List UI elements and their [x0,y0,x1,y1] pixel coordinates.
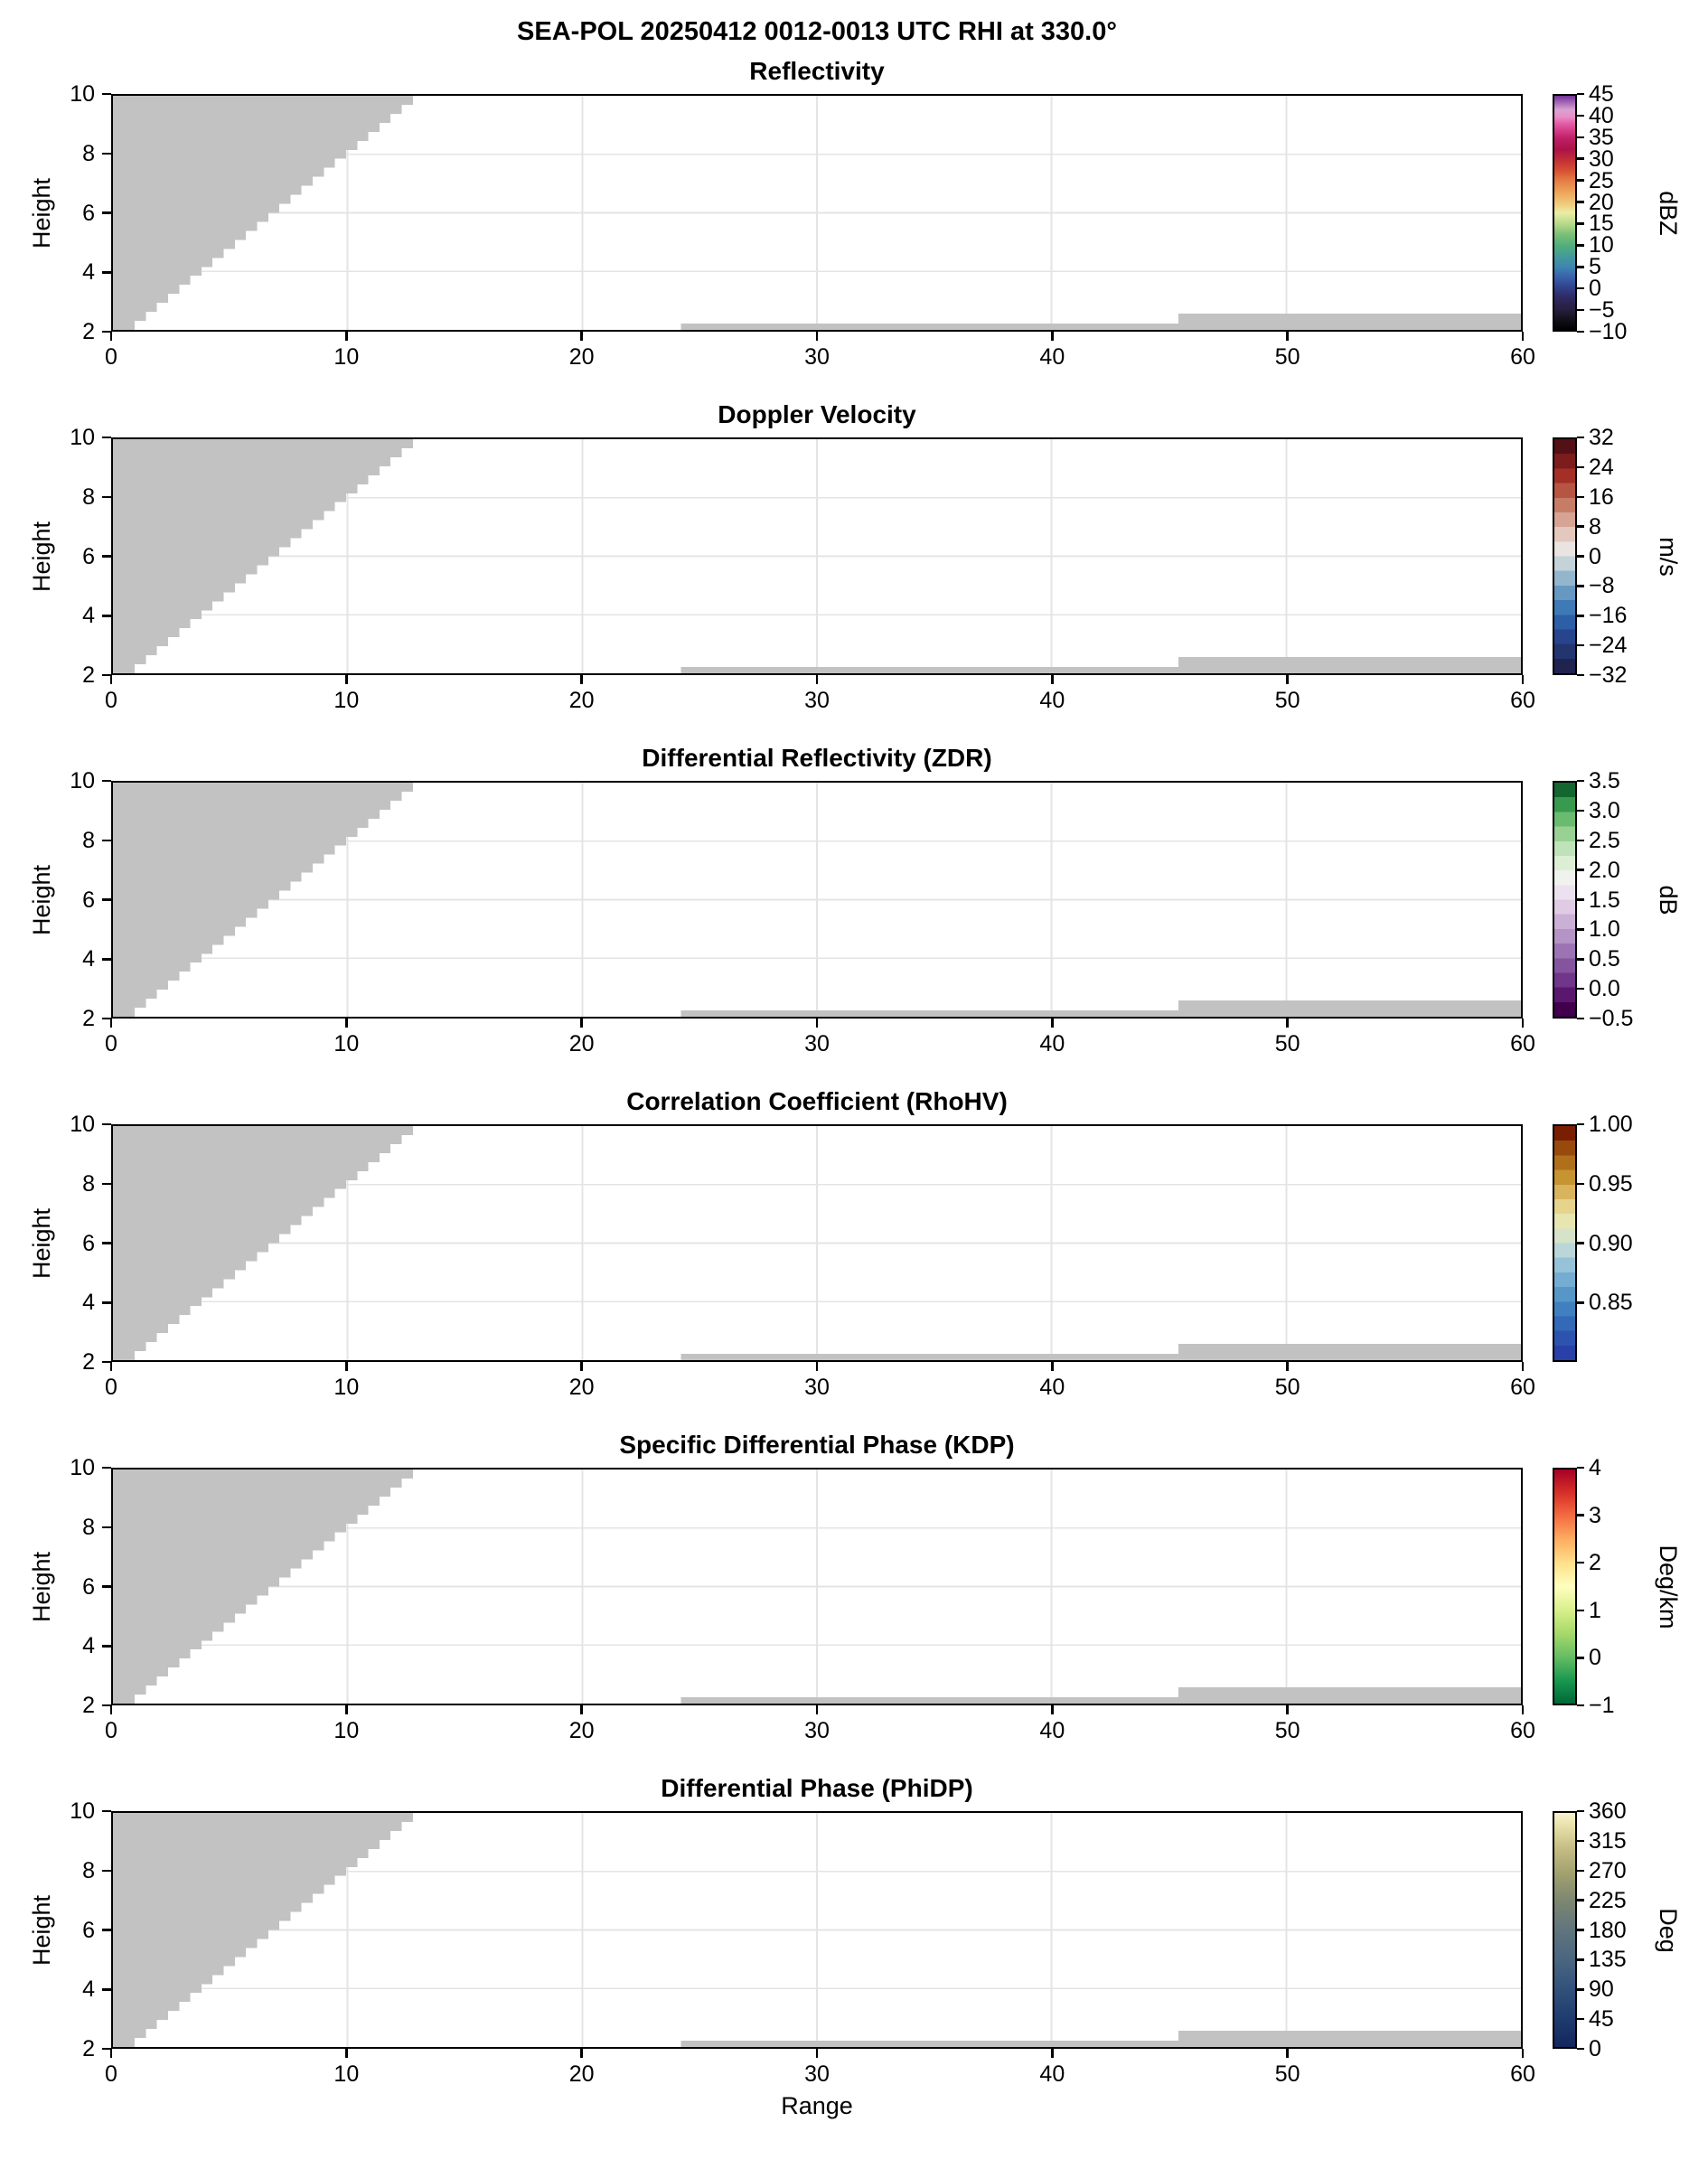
colorbar-tick-label: 24 [1589,454,1614,480]
y-tick-label: 2 [82,1693,95,1718]
y-tick-mark [102,1242,111,1244]
y-tick-label: 10 [70,81,95,107]
colorbar-tick-mark [1577,1870,1584,1873]
colorbar-tick-label: 0.85 [1589,1290,1633,1316]
masked-echo-strip [680,324,1178,330]
x-tick-mark [1522,332,1525,341]
x-tick-mark [1286,1362,1289,1371]
x-tick-mark [1286,1019,1289,1028]
x-tick-mark [1522,1019,1525,1028]
colorbar-tick-mark [1577,287,1584,290]
y-tick-label: 4 [82,1977,95,2003]
y-tick-label: 10 [70,1112,95,1137]
x-tick-mark [580,1019,583,1028]
x-tick-mark [580,2049,583,2058]
x-tick-label: 10 [333,1375,360,1400]
x-tick-mark [1051,332,1054,341]
x-tick-label: 50 [1274,1031,1300,1056]
colorbar-tick-mark [1577,810,1584,812]
y-tick-mark [102,1183,111,1186]
colorbar-tick-mark [1577,585,1584,587]
colorbar-tick-mark [1577,1562,1584,1564]
figure-title: SEA-POL 20250412 0012-0013 UTC RHI at 330.0° [517,17,1117,46]
x-tick-label: 50 [1274,1375,1300,1400]
x-tick-mark [1051,1705,1054,1714]
colorbar-tick-label: 90 [1589,1977,1614,2003]
colorbar-tick-mark [1577,898,1584,901]
colorbar-tick-label: 20 [1589,189,1614,215]
colorbar-unit-label: m/s [1655,536,1682,577]
colorbar-tick-label: 0 [1589,276,1601,302]
colorbar-tick-label: 5 [1589,254,1601,280]
colorbar-tick-label: 2.0 [1589,857,1620,883]
colorbar-tick-label: 2.5 [1589,827,1620,853]
x-tick-label: 60 [1510,344,1535,370]
colorbar-tick-label: 0.0 [1589,976,1620,1002]
colorbar-tick-label: 32 [1589,425,1614,450]
masked-echo-strip [680,1010,1178,1017]
colorbar-tick-label: 2 [1589,1550,1601,1576]
x-tick-label: 50 [1274,344,1300,370]
radar-data-canvas [113,1813,1521,2047]
colorbar-tick-mark [1577,201,1584,203]
x-tick-mark [345,2049,348,2058]
x-tick-label: 10 [333,344,360,370]
x-tick-mark [1286,2049,1289,2058]
colorbar-unit-label: Deg [1655,1907,1682,1953]
x-tick-label: 30 [804,1375,830,1400]
colorbar-tick-mark [1577,157,1584,160]
y-tick-label: 10 [70,1455,95,1480]
x-tick-mark [110,332,113,341]
plot-area [111,1811,1523,2049]
colorbar-tick-mark [1577,780,1584,783]
y-tick-mark [102,1870,111,1873]
y-tick-label: 8 [82,484,95,510]
x-tick-mark [816,1705,819,1714]
colorbar-tick-label: 315 [1589,1827,1627,1854]
y-tick-mark [102,1123,111,1126]
colorbar-tick-label: 135 [1589,1947,1627,1973]
y-tick-label: 6 [82,887,95,913]
y-axis-title: Height [28,177,55,249]
y-tick-label: 2 [82,662,95,688]
colorbar-tick-mark [1577,1183,1584,1186]
colorbar-tick-mark [1577,2018,1584,2021]
y-tick-mark [102,1988,111,1991]
x-tick-label: 20 [568,1031,595,1056]
colorbar-tick-label: −10 [1589,319,1628,344]
x-tick-label: 20 [568,2061,595,2087]
x-tick-mark [1286,1705,1289,1714]
x-tick-label: 10 [333,688,360,713]
y-tick-label: 4 [82,946,95,972]
y-tick-mark [102,1585,111,1588]
colorbar-tick-label: −32 [1589,662,1628,688]
colorbar-tick-label: −16 [1589,603,1628,629]
y-axis-title: Height [28,521,55,592]
x-tick-label: 0 [105,344,117,370]
y-tick-label: 2 [82,1006,95,1031]
colorbar-tick-label: 270 [1589,1857,1627,1883]
x-tick-label: 0 [105,1375,117,1400]
masked-echo-strip [680,667,1178,673]
plot-area [111,437,1523,675]
colorbar-tick-label: 3 [1589,1502,1601,1528]
radar-data-canvas [113,1469,1521,1704]
y-tick-label: 8 [82,1857,95,1883]
y-tick-mark [102,898,111,901]
colorbar-tick-mark [1577,1610,1584,1612]
x-tick-mark [345,332,348,341]
x-tick-label: 20 [568,1718,595,1743]
x-tick-label: 60 [1510,2061,1535,2087]
masked-echo-strip [1178,1344,1521,1360]
colorbar-tick-mark [1577,222,1584,225]
y-tick-label: 6 [82,1917,95,1943]
colorbar-tick-mark [1577,244,1584,247]
y-tick-label: 2 [82,2036,95,2061]
colorbar-tick-mark [1577,1988,1584,1991]
x-tick-label: 40 [1039,2061,1065,2087]
x-tick-mark [110,2049,113,2058]
x-tick-mark [816,1362,819,1371]
colorbar-tick-label: 35 [1589,124,1614,150]
radar-data-canvas [113,439,1521,673]
y-tick-mark [102,780,111,783]
y-tick-label: 6 [82,1230,95,1256]
colorbar-tick-label: 0 [1589,1645,1601,1671]
colorbar-tick-mark [1577,1242,1584,1244]
colorbar-tick-label: −24 [1589,633,1628,659]
panel-title: Reflectivity [749,57,885,85]
colorbar-tick-label: −5 [1589,297,1615,324]
colorbar-tick-label: 360 [1589,1798,1627,1824]
radar-data-canvas [113,96,1521,330]
y-tick-label: 10 [70,1798,95,1824]
y-tick-mark [102,211,111,214]
y-tick-mark [102,271,111,274]
colorbar-tick-mark [1577,115,1584,117]
colorbar-tick-label: −0.5 [1589,1006,1634,1031]
panel-title: Correlation Coefficient (RhoHV) [626,1087,1008,1115]
y-tick-mark [102,1929,111,1931]
y-tick-mark [102,496,111,499]
x-tick-mark [816,2049,819,2058]
masked-echo-strip [1178,314,1521,330]
colorbar-tick-mark [1577,1929,1584,1931]
plot-area [111,1468,1523,1705]
colorbar-tick-label: 25 [1589,167,1614,193]
x-tick-label: 40 [1039,344,1065,370]
x-tick-label: 60 [1510,1031,1535,1056]
y-tick-label: 10 [70,425,95,450]
y-tick-label: 8 [82,1170,95,1197]
masked-echo-strip [680,1697,1178,1704]
x-tick-mark [110,1362,113,1371]
colorbar-tick-mark [1577,555,1584,558]
colorbar [1553,437,1577,675]
colorbar-tick-label: 15 [1589,211,1614,237]
colorbar-tick-mark [1577,93,1584,96]
colorbar [1553,1811,1577,2049]
panel-title: Differential Phase (PhiDP) [661,1774,973,1802]
colorbar-tick-label: 1.0 [1589,916,1620,943]
x-tick-mark [110,1019,113,1028]
colorbar-tick-label: −8 [1589,573,1615,599]
colorbar-unit-label: dBZ [1655,190,1682,236]
y-tick-mark [102,1645,111,1648]
y-tick-mark [102,958,111,961]
y-tick-mark [102,1301,111,1304]
colorbar-tick-label: 45 [1589,2006,1614,2033]
x-tick-label: 60 [1510,1375,1535,1400]
x-axis-title: Range [781,2092,853,2119]
masked-echo-strip [680,2041,1178,2047]
x-tick-label: 0 [105,2061,117,2087]
x-tick-label: 20 [568,344,595,370]
colorbar-tick-label: 30 [1589,146,1614,172]
colorbar-tick-mark [1577,1899,1584,1901]
colorbar-tick-mark [1577,1514,1584,1516]
y-tick-mark [102,93,111,96]
panel-title: Doppler Velocity [718,400,916,428]
x-tick-mark [1051,1019,1054,1028]
colorbar-tick-label: 40 [1589,102,1614,128]
x-tick-label: 0 [105,1031,117,1056]
panel-title: Differential Reflectivity (ZDR) [642,744,992,772]
colorbar-tick-mark [1577,309,1584,312]
x-tick-mark [345,1362,348,1371]
y-axis-title: Height [28,1551,55,1622]
plot-area [111,1124,1523,1362]
colorbar-tick-label: 0.95 [1589,1170,1633,1197]
x-tick-label: 20 [568,1375,595,1400]
y-tick-mark [102,1526,111,1529]
x-tick-label: 30 [804,1718,830,1743]
x-tick-label: 10 [333,2061,360,2087]
x-tick-label: 50 [1274,688,1300,713]
colorbar-tick-label: 1.5 [1589,887,1620,913]
y-tick-label: 8 [82,140,95,166]
y-tick-mark [102,840,111,842]
colorbar-tick-label: 0 [1589,2036,1601,2061]
x-tick-mark [816,675,819,684]
colorbar-tick-mark [1577,1840,1584,1843]
colorbar-tick-mark [1577,1301,1584,1304]
masked-echo-strip [1178,657,1521,673]
colorbar-tick-mark [1577,1657,1584,1659]
x-tick-label: 60 [1510,1718,1535,1743]
colorbar [1553,1468,1577,1705]
y-tick-label: 4 [82,259,95,286]
colorbar-tick-mark [1577,2048,1584,2051]
colorbar-tick-mark [1577,615,1584,617]
panel-title: Specific Differential Phase (KDP) [619,1431,1015,1459]
x-tick-label: 60 [1510,688,1535,713]
y-tick-label: 6 [82,543,95,569]
y-axis-title: Height [28,1894,55,1966]
colorbar-tick-label: 0.5 [1589,946,1620,972]
y-axis-title: Height [28,864,55,935]
x-tick-label: 0 [105,1718,117,1743]
colorbar [1553,94,1577,332]
colorbar-tick-label: 3.5 [1589,768,1620,793]
colorbar [1553,1124,1577,1362]
x-tick-label: 30 [804,2061,830,2087]
colorbar-tick-mark [1577,525,1584,528]
x-tick-mark [345,675,348,684]
x-tick-mark [110,1705,113,1714]
x-tick-mark [1051,2049,1054,2058]
colorbar-tick-label: 0.90 [1589,1230,1633,1256]
colorbar-tick-mark [1577,136,1584,139]
colorbar-tick-label: 8 [1589,513,1601,540]
colorbar-tick-mark [1577,496,1584,499]
colorbar-tick-label: 45 [1589,81,1614,107]
masked-echo-strip [680,1354,1178,1360]
x-tick-label: 40 [1039,1031,1065,1056]
x-tick-label: 40 [1039,688,1065,713]
x-tick-mark [580,332,583,341]
colorbar-tick-mark [1577,644,1584,647]
y-axis-title: Height [28,1207,55,1279]
x-tick-mark [1286,675,1289,684]
x-tick-label: 30 [804,1031,830,1056]
x-tick-label: 30 [804,688,830,713]
x-tick-mark [580,675,583,684]
colorbar-tick-mark [1577,840,1584,842]
y-tick-label: 8 [82,827,95,853]
y-tick-mark [102,615,111,617]
colorbar-tick-mark [1577,437,1584,439]
colorbar-tick-label: −1 [1589,1693,1615,1718]
radar-data-canvas [113,783,1521,1017]
colorbar-tick-mark [1577,1958,1584,1961]
radar-data-canvas [113,1126,1521,1360]
masked-echo-strip [1178,1687,1521,1704]
colorbar-tick-mark [1577,869,1584,871]
colorbar-tick-mark [1577,179,1584,182]
y-tick-label: 4 [82,1290,95,1316]
colorbar-tick-mark [1577,1810,1584,1813]
x-tick-label: 50 [1274,2061,1300,2087]
x-tick-mark [1522,1362,1525,1371]
y-tick-label: 4 [82,603,95,629]
colorbar-tick-mark [1577,466,1584,469]
x-tick-mark [816,1019,819,1028]
masked-echo-strip [1178,1000,1521,1017]
colorbar-tick-mark [1577,1467,1584,1469]
y-tick-label: 10 [70,768,95,793]
x-tick-mark [1051,1362,1054,1371]
colorbar-tick-mark [1577,1123,1584,1126]
x-tick-label: 40 [1039,1718,1065,1743]
x-tick-label: 20 [568,688,595,713]
colorbar-tick-label: 10 [1589,232,1614,258]
colorbar-tick-mark [1577,266,1584,268]
colorbar-tick-label: 225 [1589,1887,1627,1913]
colorbar-tick-mark [1577,958,1584,961]
x-tick-mark [580,1362,583,1371]
x-tick-label: 0 [105,688,117,713]
x-tick-mark [1522,2049,1525,2058]
colorbar-tick-label: 1 [1589,1597,1601,1623]
y-tick-label: 4 [82,1633,95,1659]
colorbar-unit-label: dB [1655,884,1682,915]
colorbar-tick-label: 0 [1589,543,1601,569]
colorbar-tick-mark [1577,331,1584,333]
plot-area [111,781,1523,1019]
x-tick-mark [1522,675,1525,684]
x-tick-label: 10 [333,1718,360,1743]
colorbar-tick-mark [1577,1018,1584,1020]
masked-echo-strip [1178,2031,1521,2047]
colorbar-tick-label: 1.00 [1589,1112,1633,1137]
x-tick-label: 50 [1274,1718,1300,1743]
colorbar-tick-mark [1577,988,1584,991]
x-tick-mark [1286,332,1289,341]
y-tick-label: 6 [82,200,95,226]
colorbar-tick-mark [1577,674,1584,677]
y-tick-mark [102,1467,111,1469]
x-tick-mark [580,1705,583,1714]
colorbar-tick-mark [1577,928,1584,931]
y-tick-mark [102,1810,111,1813]
x-tick-label: 30 [804,344,830,370]
y-tick-mark [102,153,111,155]
y-tick-label: 2 [82,319,95,344]
x-tick-mark [110,675,113,684]
x-tick-mark [345,1019,348,1028]
colorbar-tick-label: 16 [1589,484,1614,510]
colorbar [1553,781,1577,1019]
y-tick-mark [102,555,111,558]
plot-area [111,94,1523,332]
x-tick-mark [345,1705,348,1714]
y-tick-label: 8 [82,1514,95,1540]
x-tick-mark [816,332,819,341]
y-tick-mark [102,437,111,439]
colorbar-tick-label: 180 [1589,1917,1627,1943]
x-tick-mark [1051,675,1054,684]
y-tick-label: 6 [82,1573,95,1600]
x-tick-mark [1522,1705,1525,1714]
colorbar-unit-label: Deg/km [1655,1544,1682,1629]
y-tick-label: 2 [82,1349,95,1375]
x-tick-label: 10 [333,1031,360,1056]
colorbar-tick-label: 4 [1589,1455,1601,1480]
x-tick-label: 40 [1039,1375,1065,1400]
colorbar-tick-mark [1577,1704,1584,1707]
colorbar-tick-label: 3.0 [1589,797,1620,823]
